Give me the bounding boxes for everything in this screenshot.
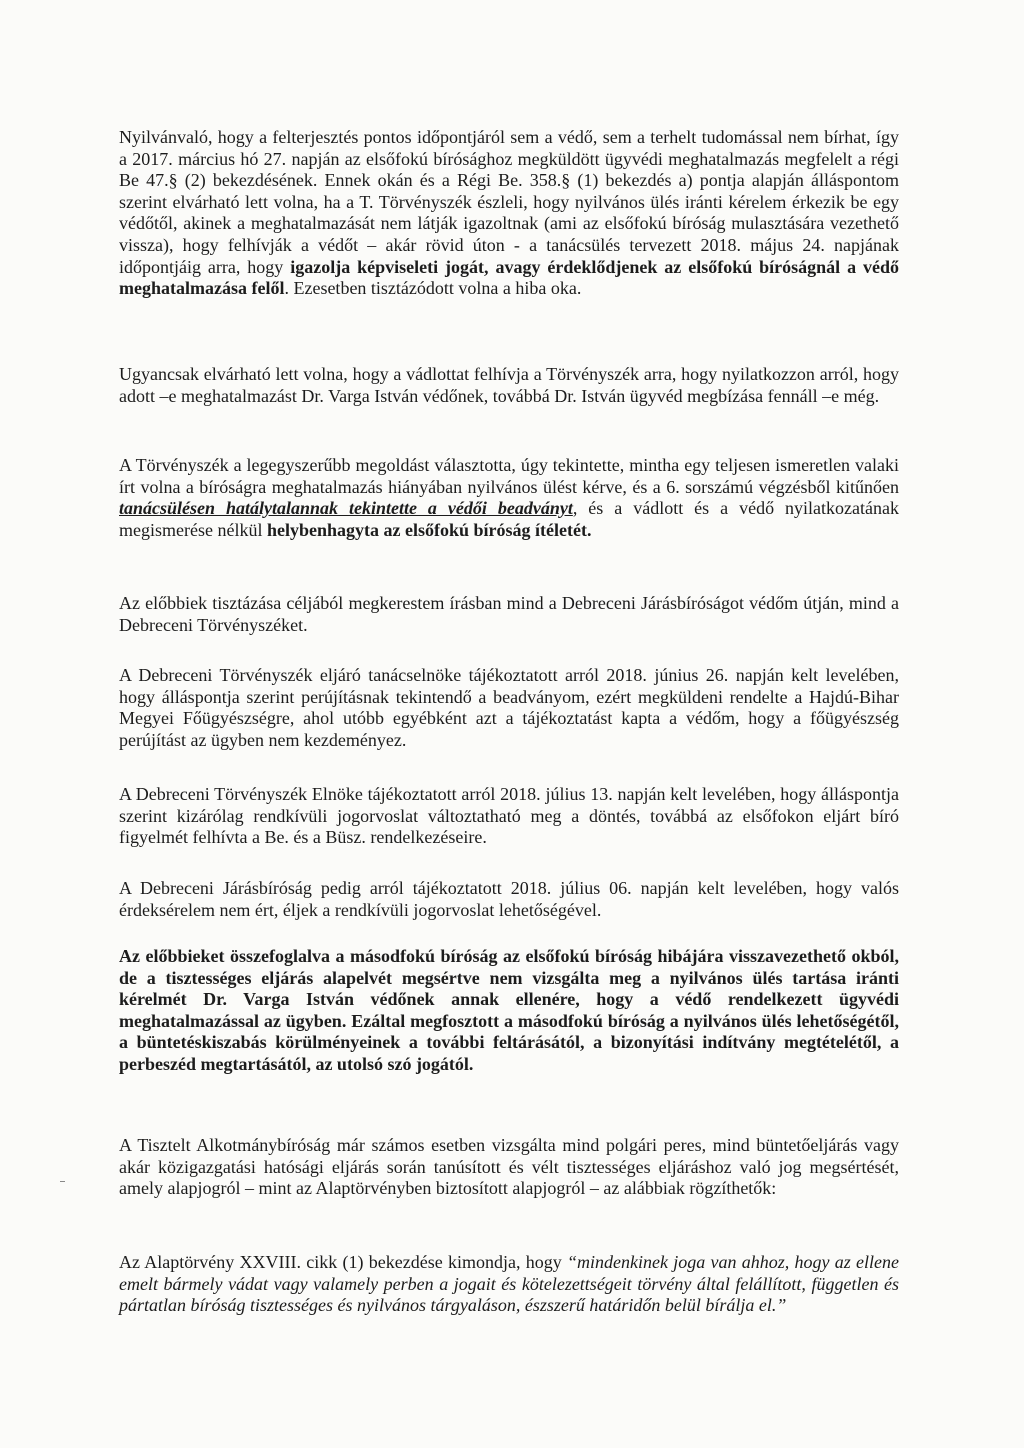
paragraph-4: Az előbbiek tisztázása céljából megkerestem írásban mind a Debreceni Járásbíróságot védőm útján, mind a Debreceni Törvényszéket. xyxy=(119,593,899,635)
paragraph-2-end: István ügyvéd megbízása fennáll –e még. xyxy=(581,385,880,406)
paragraph-3-bold: helybenhagyta az elsőfokú bíróság ítéletét. xyxy=(266,519,592,540)
paragraph-1-end: . Ezesetben tisztázódott volna a hiba oka. xyxy=(284,278,582,299)
paragraph-1 xyxy=(119,127,899,300)
paragraph-9: A Tisztelt Alkotmánybíróság már számos esetben vizsgálta mind polgári peres, mind büntetőeljárás vagy akár közigazgatási hatósági eljárás során tanúsított és vélt tisztességes eljáráshoz való jog megsértését, amely alapjogról – mint az Alaptörvényben biztosított alapjogról – az alábbiak rögzíthetők: xyxy=(119,1135,899,1199)
paragraph-7: A Debreceni Járásbíróság pedig arról tájékoztatott 2018. július 06. napján kelt levelében, hogy valós érdeksérelem nem ért, éljek a rendkívüli jogorvoslat lehetőségével. xyxy=(119,878,899,920)
margin-mark xyxy=(60,1181,65,1182)
paragraph-1-bold: igazolja képviseleti jogát, avagy érdeklődjenek az elsőfokú bíróságnál a védő meghatalmazása felől xyxy=(119,256,899,299)
paragraph-2-text: Ugyancsak elvárható lett volna, hogy a vádlottat felhívja a Törvényszék arra, hogy nyilatkozzon arról, hogy adott –e meghatalmazást Dr. Varga István védőnek, továbbá Dr. xyxy=(119,364,899,406)
paragraph-6: A Debreceni Törvényszék Elnöke tájékoztatott arról 2018. július 13. napján kelt levelében, hogy álláspontja szerint kizárólag rendkívüli jogorvoslat változtatható meg a döntés, továbbá az elsőfokon eljárt bíró figyelmét felhívta a Be. és a Büsz. rendelkezéseire. xyxy=(119,784,899,848)
paragraph-3-text: A Törvényszék a legegyszerűbb megoldást választotta, úgy tekintette, mintha egy teljesen ismeretlen valaki írt volna a bíróságra meghatalmazás hiányában nyilvános ülést kérve, és a 6. sorszámú végzésből kitűnően xyxy=(119,455,899,497)
paragraph-3-emphasis: tanácsülésen hatálytalannak tekintette a védői beadványt xyxy=(119,498,573,519)
paragraph-3 xyxy=(119,455,899,541)
paragraph-8-summary: Az előbbieket összefoglalva a másodfokú bíróság az elsőfokú bíróság hibájára visszavezethető okból, de a tisztességes eljárás alapelvét megsértve nem vizsgálta meg a nyilvános ülés tartása iránti kérelmét Dr. Varga István védőnek annak ellenére, hogy a védő rendelkezett ügyvédi meghatalmazással az ügyben. Ezáltal megfosztott a másodfokú bíróság a nyilvános ülés lehetőségétől, a büntetéskiszabás körülményeinek a további feltárásától, a bizonyítási indítvány megtételétől, a perbeszéd megtartásától, az utolsó szó jogától. xyxy=(119,946,899,1074)
paragraph-10-text: Az Alaptörvény XXVIII. cikk (1) bekezdése kimondja, hogy xyxy=(119,1252,567,1272)
paragraph-1-text: Nyilvánvaló, hogy a felterjesztés pontos időpontjáról sem a védő, sem a terhelt tudomással nem bírhat, így a 2017. március hó 27. napján az elsőfokú bírósághoz megküldött ügyvédi meghatalmazás megfelelt a régi Be 47.§ (2) bekezdésének. Ennek okán és a Régi Be. 358.§ (1) bekezdés a) pontja alapján álláspontom szerint elvárható lett volna, ha a T. Törvényszék észleli, hogy nyilvános ülés iránti kérelem érkezik be egy védőtől, akinek a meghatalmazását nem látják igazoltnak (ami az elsőfokú bíróság mulasztására vezethető vissza), hogy felhívják a védőt – akár rövid úton - a tanácsülés tervezett 2018. május 24. napjának időpontjáig arra, hogy xyxy=(119,127,899,277)
paragraph-10-quote xyxy=(119,1252,899,1317)
constitution-quote: “mindenkinek joga van ahhoz, hogy az ellene emelt bármely vádat vagy valamely perben a jogait és kötelezettségeit törvény által felállított, független és pártatlan bíróság tisztességes és nyilvános tárgyaláson, észszerű határidőn belül bírálja el.” xyxy=(119,1252,899,1316)
paragraph-3-middle: , és a vádlott és a védő nyilatkozatának megismerése nélkül xyxy=(119,498,899,540)
paragraph-5: A Debreceni Törvényszék eljáró tanácselnöke tájékoztatott arról 2018. június 26. napján kelt levelében, hogy álláspontja szerint perújításnak tekintendő a beadványom, ezért megküldeni rendelte a Hajdú-Bihar Megyei Főügyészségre, ahol utóbb egyébként azt a tájékoztatást kapta a védőm, hogy a főügyészség perújítást az ügyben nem kezdeményez. xyxy=(119,665,899,750)
paragraph-2 xyxy=(119,364,899,412)
